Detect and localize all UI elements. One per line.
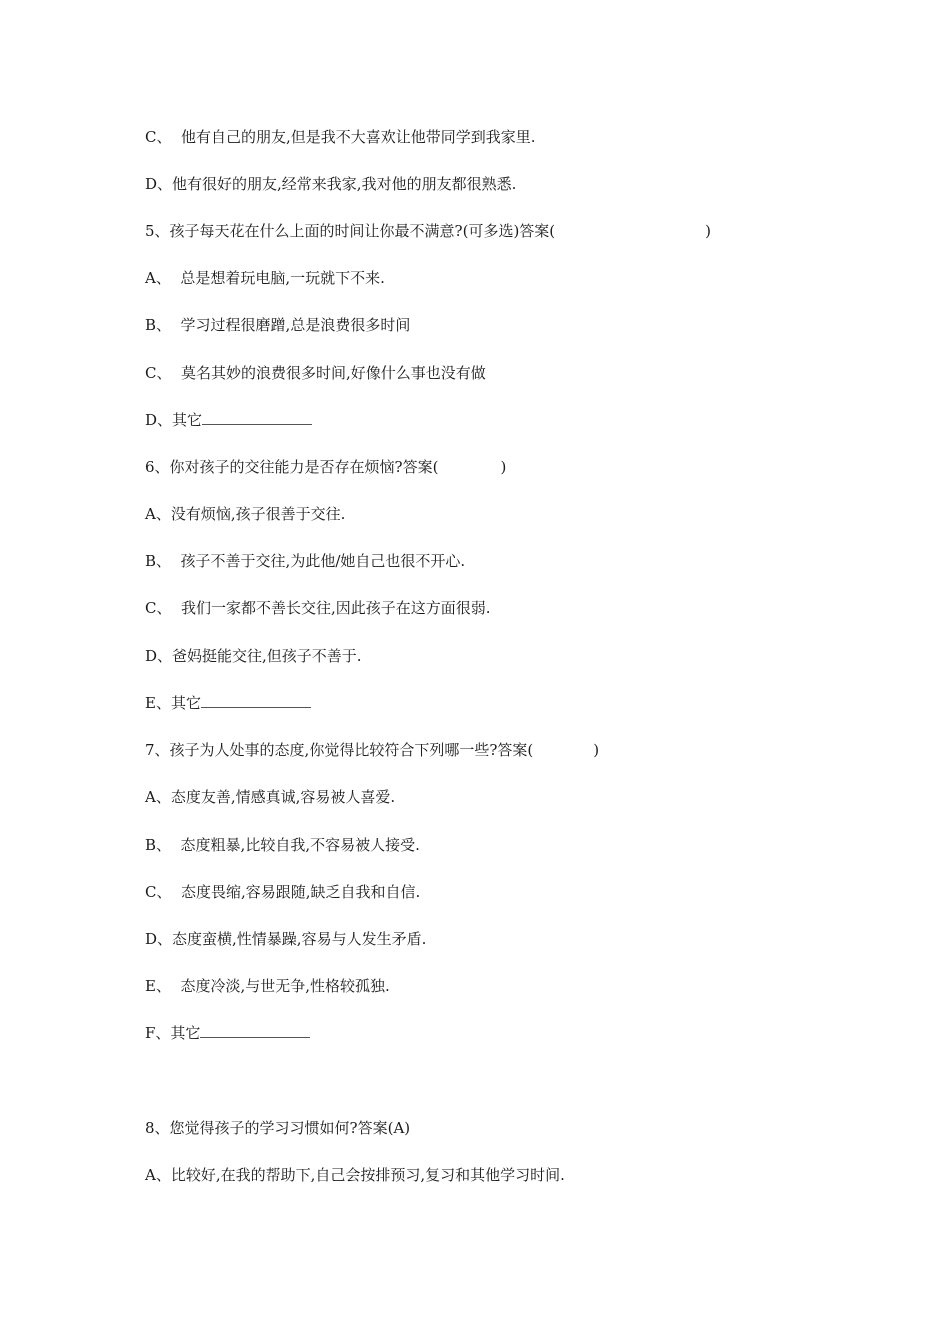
question-8: 8、您觉得孩子的学习习惯如何?答案(A) xyxy=(145,1119,411,1137)
question-7: 7、孩子为人处事的态度,你觉得比较符合下列哪一些?答案( ) xyxy=(145,741,600,759)
option-b-q7: B、 态度粗暴,比较自我,不容易被人接受. xyxy=(145,836,420,854)
option-a-q6: A、没有烦恼,孩子很善于交往. xyxy=(145,505,346,523)
option-c-q4: C、 他有自己的朋友,但是我不大喜欢让他带同学到我家里. xyxy=(145,128,536,146)
fill-in-blank[interactable] xyxy=(201,693,311,708)
option-a-q7: A、态度友善,情感真诚,容易被人喜爱. xyxy=(145,788,396,806)
option-d-q5: D、其它 xyxy=(145,409,312,431)
option-d-q7: D、态度蛮横,性情暴躁,容易与人发生矛盾. xyxy=(145,930,427,948)
question-6: 6、你对孩子的交往能力是否存在烦恼?答案( ) xyxy=(145,458,507,476)
option-e-q7: E、 态度冷淡,与世无争,性格较孤独. xyxy=(145,977,390,995)
question-5: 5、孩子每天花在什么上面的时间让你最不满意?(可多选)答案( ) xyxy=(145,222,712,240)
option-a-q5: A、 总是想着玩电脑,一玩就下不来. xyxy=(145,269,385,287)
option-d-q6: D、爸妈挺能交往,但孩子不善于. xyxy=(145,647,362,665)
option-d-q4: D、他有很好的朋友,经常来我家,我对他的朋友都很熟悉. xyxy=(145,175,517,193)
fill-in-blank[interactable] xyxy=(200,1023,310,1038)
option-b-q5: B、 学习过程很磨蹭,总是浪费很多时间 xyxy=(145,316,411,334)
option-f-q7: F、其它 xyxy=(145,1022,310,1044)
option-a-q8: A、比较好,在我的帮助下,自己会按排预习,复习和其他学习时间. xyxy=(145,1166,565,1184)
option-e-q6: E、其它 xyxy=(145,692,311,714)
option-c-q5: C、 莫名其妙的浪费很多时间,好像什么事也没有做 xyxy=(145,364,486,382)
fill-in-blank[interactable] xyxy=(202,410,312,425)
option-c-q6: C、 我们一家都不善长交往,因此孩子在这方面很弱. xyxy=(145,599,491,617)
option-b-q6: B、 孩子不善于交往,为此他/她自己也很不开心. xyxy=(145,552,466,570)
option-c-q7: C、 态度畏缩,容易跟随,缺乏自我和自信. xyxy=(145,883,421,901)
